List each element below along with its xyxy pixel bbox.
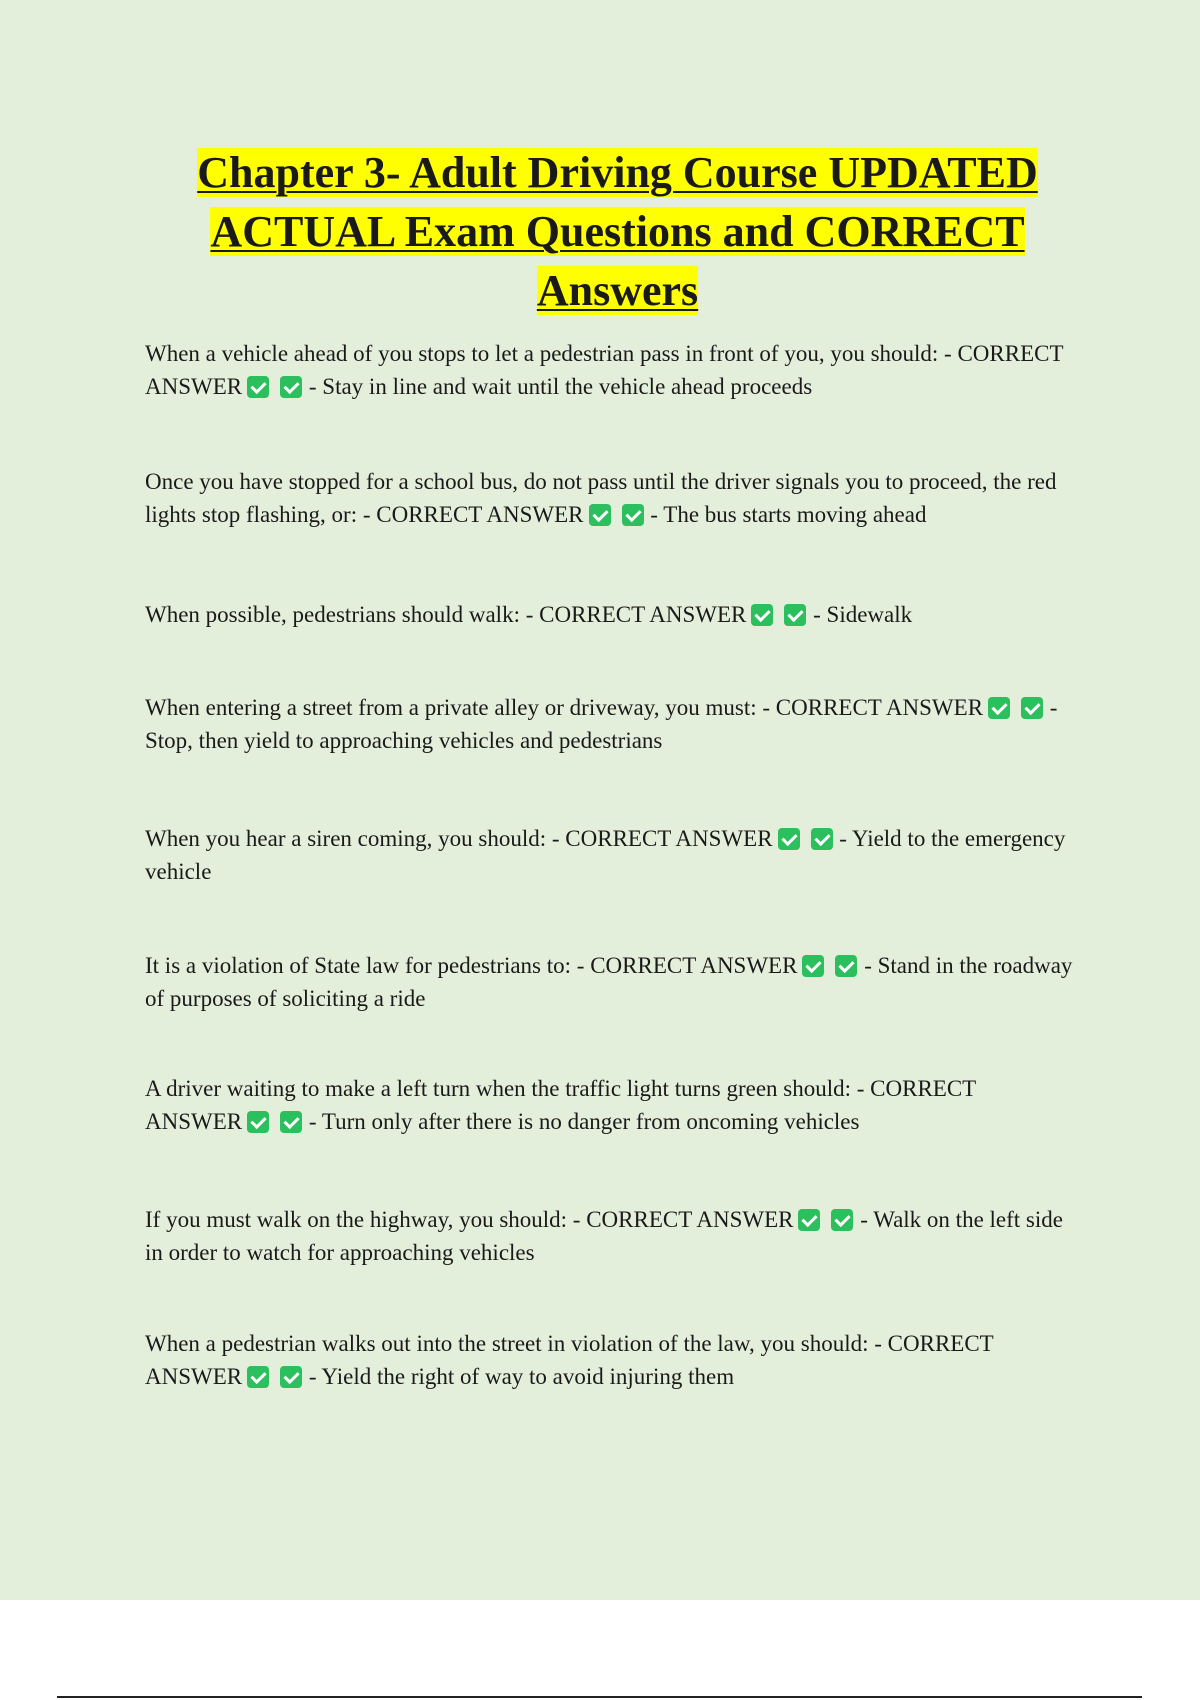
question-text: When possible, pedestrians should walk: - CORRECT ANSWER <box>145 602 747 627</box>
answer-text: - Stand in the roadway of purposes of soliciting a ride <box>145 953 1073 1011</box>
question-text: A driver waiting to make a left turn when the traffic light turns green should: - CORRECT ANSWER <box>145 1076 976 1134</box>
answer-text: - Yield to the emergency vehicle <box>145 826 1066 884</box>
check-mark-icon <box>589 504 611 526</box>
question-text: When you hear a siren coming, you should: - CORRECT ANSWER <box>145 826 773 851</box>
qa-item <box>145 465 1075 531</box>
question-text: When a vehicle ahead of you stops to let a pedestrian pass in front of you, you should: - CORRECT ANSWER <box>145 341 1064 399</box>
question-text: Once you have stopped for a school bus, do not pass until the driver signals you to proceed, the red lights stop flashing, or: - CORRECT ANSWER <box>145 469 1057 527</box>
check-mark-icon <box>247 376 269 398</box>
check-mark-icon <box>280 376 302 398</box>
answer-text: - The bus starts moving ahead <box>650 502 927 527</box>
question-text: When entering a street from a private alley or driveway, you must: - CORRECT ANSWER <box>145 695 984 720</box>
answer-text: - Yield the right of way to avoid injuring them <box>308 1364 735 1389</box>
check-mark-icon <box>280 1111 302 1133</box>
check-mark-icon <box>835 955 857 977</box>
qa-item <box>145 598 1075 631</box>
check-mark-icon <box>751 604 773 626</box>
answer-text: - Stop, then yield to approaching vehicles and pedestrians <box>145 695 1058 753</box>
qa-item <box>145 949 1075 1015</box>
check-mark-icon <box>1021 697 1043 719</box>
footer-divider <box>57 1696 1142 1698</box>
check-mark-icon <box>802 955 824 977</box>
check-mark-icon <box>247 1366 269 1388</box>
qa-item <box>145 691 1075 757</box>
answer-text: - Stay in line and wait until the vehicle ahead proceeds <box>308 374 813 399</box>
document-title <box>140 143 1095 320</box>
check-mark-icon <box>622 504 644 526</box>
qa-item <box>145 337 1075 403</box>
check-mark-icon <box>247 1111 269 1133</box>
document-title-text: Chapter 3- Adult Driving Course UPDATED ACTUAL Exam Questions and CORRECT Answers <box>197 148 1038 315</box>
check-mark-icon <box>784 604 806 626</box>
check-mark-icon <box>778 828 800 850</box>
qa-item <box>145 1203 1075 1269</box>
qa-item <box>145 1327 1075 1393</box>
question-text: When a pedestrian walks out into the street in violation of the law, you should: - CORRECT ANSWER <box>145 1331 994 1389</box>
question-text: It is a violation of State law for pedestrians to: - CORRECT ANSWER <box>145 953 798 978</box>
answer-text: - Walk on the left side in order to watch for approaching vehicles <box>145 1207 1063 1265</box>
answer-text: - Turn only after there is no danger from oncoming vehicles <box>308 1109 860 1134</box>
qa-item <box>145 1072 1075 1138</box>
check-mark-icon <box>988 697 1010 719</box>
check-mark-icon <box>280 1366 302 1388</box>
check-mark-icon <box>831 1209 853 1231</box>
answer-text: - Sidewalk <box>813 602 913 627</box>
check-mark-icon <box>798 1209 820 1231</box>
qa-item <box>145 822 1075 888</box>
question-text: If you must walk on the highway, you should: - CORRECT ANSWER <box>145 1207 794 1232</box>
check-mark-icon <box>811 828 833 850</box>
